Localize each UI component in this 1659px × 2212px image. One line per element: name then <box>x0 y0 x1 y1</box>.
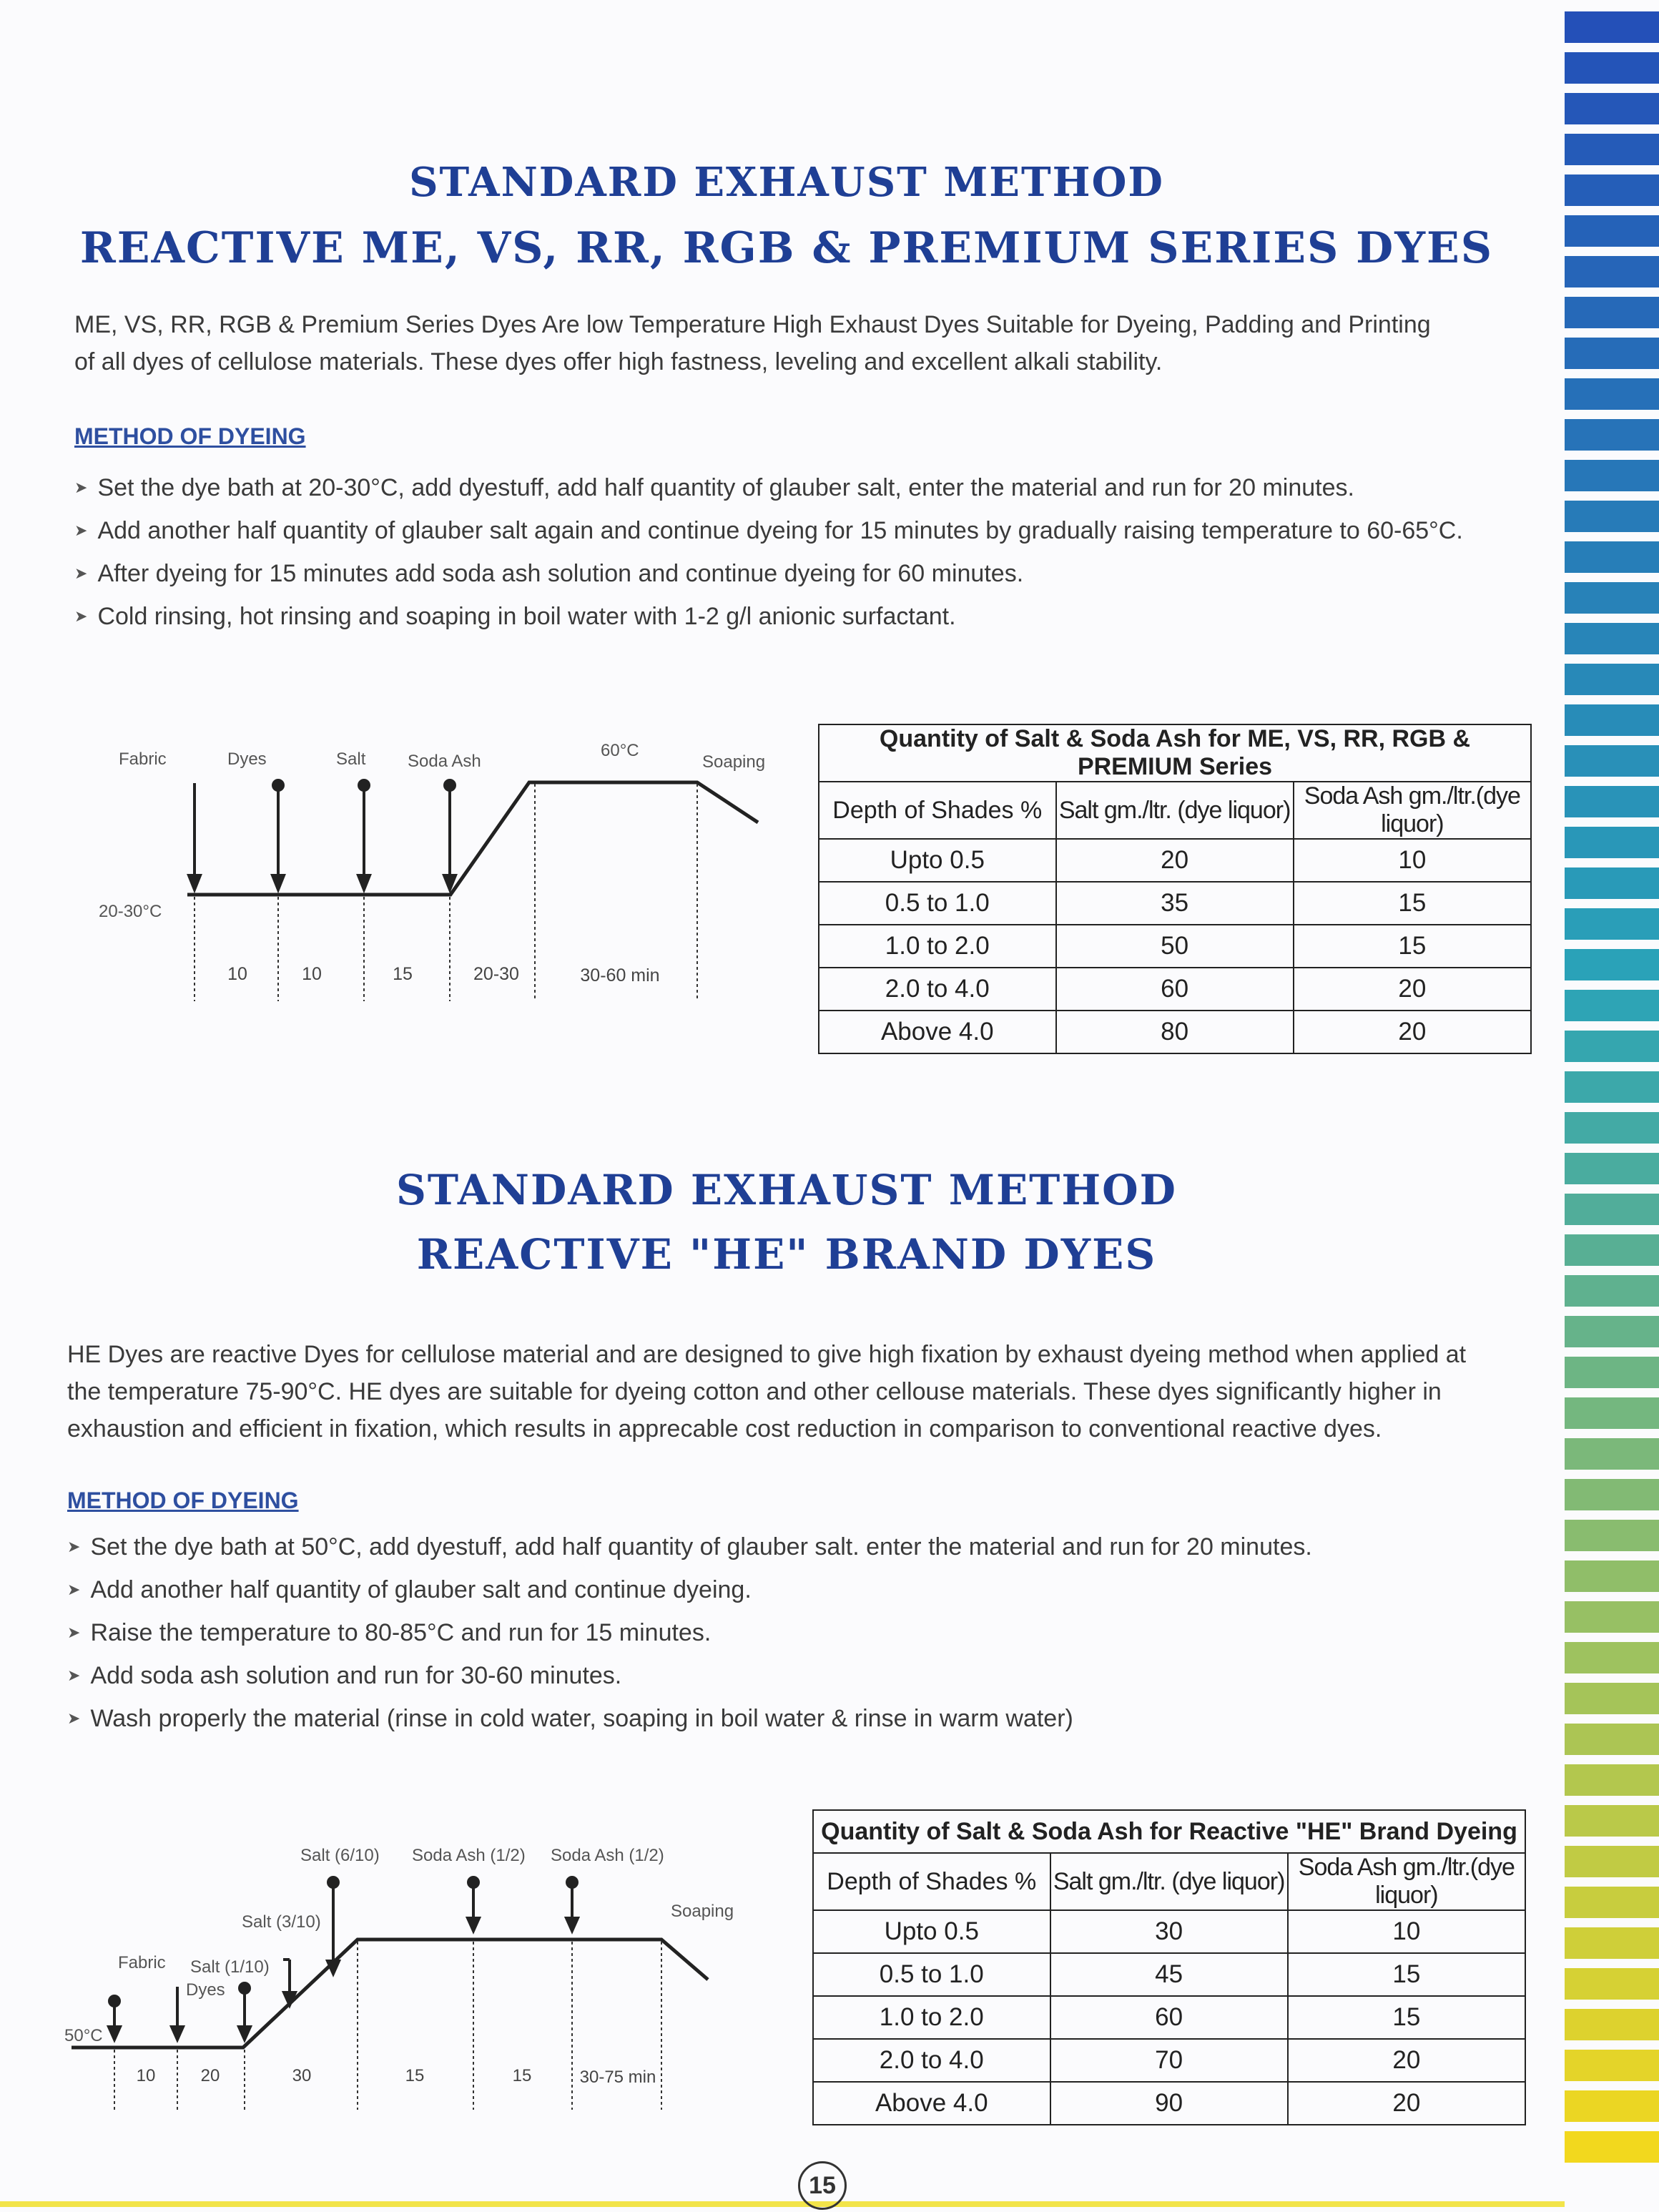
color-stripe <box>1565 1275 1659 1307</box>
table-cell: 20 <box>1056 839 1294 882</box>
table-cell: Above 4.0 <box>819 1011 1056 1053</box>
color-stripe <box>1565 1764 1659 1796</box>
table-cell: 15 <box>1294 925 1531 968</box>
list-item: ➤ Set the dye bath at 50°C, add dyestuff, add half quantity of glauber salt. enter the material and run for 20 minutes. <box>67 1527 1312 1570</box>
color-stripe <box>1565 1887 1659 1918</box>
table-title: Quantity of Salt & Soda Ash for Reactive "HE" Brand Dyeing <box>813 1810 1525 1853</box>
table-cell: 1.0 to 2.0 <box>813 1996 1050 2039</box>
color-stripe <box>1565 174 1659 206</box>
color-stripe <box>1565 1071 1659 1103</box>
table-cell: 20 <box>1288 2039 1525 2082</box>
color-stripe <box>1565 1194 1659 1225</box>
duration-5: 15 <box>512 2066 532 2085</box>
color-stripe <box>1565 1642 1659 1673</box>
table-header-soda-ash: Soda Ash gm./ltr.(dye liquor) <box>1294 782 1531 839</box>
color-stripe <box>1565 541 1659 573</box>
diagram-label-salt: Salt <box>336 749 366 769</box>
diagram-label-salt-6-10: Salt (6/10) <box>300 1846 380 1865</box>
table-cell: Upto 0.5 <box>813 1910 1050 1953</box>
color-stripe <box>1565 1927 1659 1959</box>
list-item: ➤ Wash properly the material (rinse in cold water, soaping in boil water & rinse in warm water) <box>67 1699 1312 1741</box>
table-row <box>813 1953 1525 1996</box>
list-item: ➤ Set the dye bath at 20-30°C, add dyestuff, add half quantity of glauber salt, enter the material and run for 20 minutes. <box>74 468 1463 511</box>
color-stripe <box>1565 1316 1659 1347</box>
table-cell: 90 <box>1050 2082 1288 2125</box>
table-row <box>813 2039 1525 2082</box>
color-stripe <box>1565 1397 1659 1429</box>
color-stripe <box>1565 338 1659 369</box>
color-stripe <box>1565 1112 1659 1144</box>
section1-steps <box>74 468 1463 639</box>
color-stripe <box>1565 1683 1659 1714</box>
diagram-label-temp-start: 20-30°C <box>99 902 162 921</box>
table-cell: 10 <box>1294 839 1531 882</box>
color-stripe <box>1565 297 1659 328</box>
duration-6: 30-75 min <box>579 2068 656 2087</box>
table-cell: 10 <box>1288 1910 1525 1953</box>
color-stripe <box>1565 1601 1659 1633</box>
list-item: ➤ Add soda ash solution and run for 30-60 minutes. <box>67 1656 1312 1699</box>
section2-intro-line3: exhaustion and efficient in fixation, which results in apprecable cost reduction in comparison to conventional reactive dyes. <box>67 1415 1382 1442</box>
duration-1: 10 <box>136 2066 156 2085</box>
page-number: 15 <box>798 2161 847 2210</box>
table-cell: 50 <box>1056 925 1294 968</box>
color-stripe <box>1565 582 1659 614</box>
table-header-depth: Depth of Shades % <box>813 1853 1050 1910</box>
table-cell: 80 <box>1056 1011 1294 1053</box>
color-stripe <box>1565 827 1659 858</box>
section1-process-diagram <box>0 715 801 1023</box>
section2-intro <box>67 1336 1466 1447</box>
color-stripe <box>1565 1846 1659 1877</box>
table-cell: 20 <box>1294 968 1531 1011</box>
table-row <box>813 1996 1525 2039</box>
color-stripe <box>1565 1968 1659 2000</box>
color-stripe <box>1565 1560 1659 1592</box>
color-stripe <box>1565 867 1659 899</box>
table-cell: 35 <box>1056 882 1294 925</box>
duration-4: 15 <box>405 2066 425 2085</box>
color-stripe <box>1565 52 1659 84</box>
table-cell: 0.5 to 1.0 <box>819 882 1056 925</box>
section2-quantity-table <box>812 1809 1526 2125</box>
table-cell: 2.0 to 4.0 <box>819 968 1056 1011</box>
table-cell: 60 <box>1056 968 1294 1011</box>
temperature-profile-line <box>72 1940 708 2048</box>
diagram-label-salt-1-10: Salt (1/10) <box>190 1957 270 1977</box>
color-stripe <box>1565 2131 1659 2163</box>
section1-method-heading: METHOD OF DYEING <box>74 423 306 449</box>
color-stripe <box>1565 1479 1659 1510</box>
color-stripe <box>1565 908 1659 940</box>
section1-title-line1: STANDARD EXHAUST METHOD <box>409 159 1164 206</box>
diagram-label-soaping: Soaping <box>702 752 766 772</box>
list-item: ➤ Add another half quantity of glauber salt and continue dyeing. <box>67 1570 1312 1613</box>
table-cell: 15 <box>1288 1996 1525 2039</box>
table-header-depth: Depth of Shades % <box>819 782 1056 839</box>
diagram-label-soaping: Soaping <box>671 1902 734 1921</box>
section1-intro-line1: ME, VS, RR, RGB & Premium Series Dyes Are low Temperature High Exhaust Dyes Suitable for Dyeing, Padding and Printing <box>74 311 1431 338</box>
duration-3: 15 <box>393 964 413 984</box>
table-cell: 20 <box>1294 1011 1531 1053</box>
color-stripe <box>1565 1805 1659 1837</box>
section2-title-line2: REACTIVE "HE" BRAND DYES <box>416 1230 1157 1279</box>
color-stripe <box>1565 501 1659 532</box>
table-header-salt: Salt gm./ltr. (dye liquor) <box>1050 1853 1288 1910</box>
table-cell: 20 <box>1288 2082 1525 2125</box>
table-cell: 70 <box>1050 2039 1288 2082</box>
section2-title-line1: STANDARD EXHAUST METHOD <box>396 1166 1177 1214</box>
section1-title-line2: REACTIVE ME, VS, RR, RGB & PREMIUM SERIES DYES <box>79 223 1494 273</box>
duration-2: 20 <box>200 2066 220 2085</box>
color-stripe <box>1565 623 1659 654</box>
table-row <box>819 882 1531 925</box>
color-stripe <box>1565 460 1659 491</box>
color-stripe <box>1565 2090 1659 2122</box>
section2-method-heading: METHOD OF DYEING <box>67 1488 299 1513</box>
section2-steps <box>67 1527 1312 1741</box>
color-stripe <box>1565 990 1659 1021</box>
table-cell: 2.0 to 4.0 <box>813 2039 1050 2082</box>
table-row <box>819 1011 1531 1053</box>
color-stripe <box>1565 2009 1659 2040</box>
diagram-label-fabric: Fabric <box>118 1953 166 1972</box>
color-stripe <box>1565 11 1659 43</box>
color-stripe <box>1565 93 1659 124</box>
section1-intro-line2: of all dyes of cellulose materials. These dyes offer high fastness, leveling and excellent alkali stability. <box>74 348 1163 375</box>
diagram-label-dyes: Dyes <box>186 1980 225 2000</box>
list-item: ➤ Raise the temperature to 80-85°C and run for 15 minutes. <box>67 1613 1312 1656</box>
diagram-label-temp-high: 60°C <box>601 741 639 760</box>
table-row <box>819 925 1531 968</box>
table-cell: Above 4.0 <box>813 2082 1050 2125</box>
color-stripe <box>1565 1357 1659 1388</box>
table-cell: 15 <box>1294 882 1531 925</box>
duration-2: 10 <box>302 964 322 984</box>
diagram-label-temp-start: 50°C <box>64 2026 103 2045</box>
color-stripe <box>1565 1724 1659 1755</box>
color-stripe <box>1565 704 1659 736</box>
section2-intro-line2: the temperature 75-90°C. HE dyes are suitable for dyeing cotton and other cellouse materials. These dyes significantly higher in <box>67 1378 1442 1405</box>
color-stripe <box>1565 1520 1659 1551</box>
list-item: ➤ Cold rinsing, hot rinsing and soaping in boil water with 1-2 g/l anionic surfactant. <box>74 596 1463 639</box>
color-stripe <box>1565 378 1659 410</box>
table-row <box>819 839 1531 882</box>
color-stripe <box>1565 1438 1659 1470</box>
color-stripe <box>1565 949 1659 980</box>
color-stripe <box>1565 664 1659 695</box>
color-stripe <box>1565 1234 1659 1266</box>
section1-quantity-table <box>818 724 1532 1054</box>
section2-intro-line1: HE Dyes are reactive Dyes for cellulose material and are designed to give high fixation by exhaust dyeing method when applied at <box>67 1341 1467 1368</box>
color-stripe <box>1565 256 1659 287</box>
diagram-label-dyes: Dyes <box>227 749 267 769</box>
section1-intro <box>74 306 1431 380</box>
color-stripe <box>1565 1153 1659 1184</box>
duration-5: 30-60 min <box>580 965 660 985</box>
diagram-label-salt-3-10: Salt (3/10) <box>242 1912 321 1932</box>
table-cell: Upto 0.5 <box>819 839 1056 882</box>
color-stripe <box>1565 134 1659 165</box>
footer-line <box>0 2201 1565 2207</box>
list-item: ➤ After dyeing for 15 minutes add soda ash solution and continue dyeing for 60 minutes. <box>74 554 1463 596</box>
table-row <box>813 1910 1525 1953</box>
diagram-label-soda-ash-1: Soda Ash (1/2) <box>412 1846 526 1865</box>
list-item: ➤ Add another half quantity of glauber salt again and continue dyeing for 15 minutes by gradually raising temperature to 60-65°C. <box>74 511 1463 554</box>
table-cell: 30 <box>1050 1910 1288 1953</box>
diagram-label-fabric: Fabric <box>119 749 167 769</box>
diagram-label-soda-ash: Soda Ash <box>408 752 481 771</box>
color-stripe <box>1565 215 1659 247</box>
duration-4: 20-30 <box>473 964 519 984</box>
color-stripe <box>1565 2050 1659 2081</box>
table-row <box>819 968 1531 1011</box>
duration-1: 10 <box>227 964 247 984</box>
table-header-salt: Salt gm./ltr. (dye liquor) <box>1056 782 1294 839</box>
diagram-label-soda-ash-2: Soda Ash (1/2) <box>551 1846 664 1865</box>
section2-process-diagram <box>0 1817 801 2124</box>
color-stripe <box>1565 419 1659 451</box>
color-stripe <box>1565 1031 1659 1062</box>
table-title: Quantity of Salt & Soda Ash for ME, VS, RR, RGB & PREMIUM Series <box>819 724 1531 782</box>
table-cell: 60 <box>1050 1996 1288 2039</box>
table-row <box>813 2082 1525 2125</box>
table-cell: 1.0 to 2.0 <box>819 925 1056 968</box>
duration-3: 30 <box>292 2066 312 2085</box>
color-stripe <box>1565 786 1659 817</box>
table-cell: 15 <box>1288 1953 1525 1996</box>
table-cell: 45 <box>1050 1953 1288 1996</box>
color-stripe <box>1565 745 1659 777</box>
table-header-soda-ash: Soda Ash gm./ltr.(dye liquor) <box>1288 1853 1525 1910</box>
table-cell: 0.5 to 1.0 <box>813 1953 1050 1996</box>
